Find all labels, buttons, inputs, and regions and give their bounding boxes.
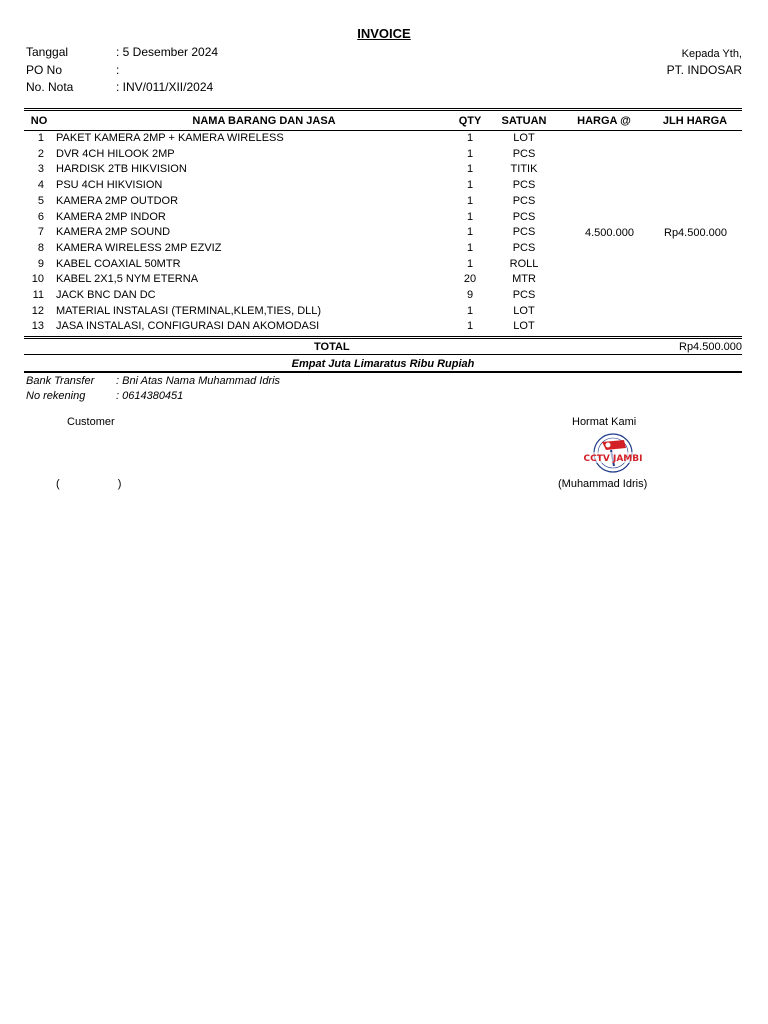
table-bottom-rule [24, 336, 742, 337]
row-satuan: ROLL [509, 257, 539, 270]
hormat-kami-label: Hormat Kami [572, 416, 637, 428]
row-no: 3 [37, 163, 44, 176]
row-no: 1 [37, 132, 44, 144]
customer-label: Customer [67, 416, 115, 428]
row-qty: 1 [466, 147, 474, 160]
row-item-name: DVR 4CH HILOOK 2MP [56, 147, 175, 160]
row-item-name: JACK BNC DAN DC [56, 289, 156, 301]
row-item-name: HARDISK 2TB HIKVISION [56, 163, 187, 176]
header-no: NO [30, 115, 48, 127]
row-satuan: PCS [512, 241, 536, 254]
table-row [24, 319, 742, 335]
signer-name: (Muhammad Idris) [558, 478, 648, 490]
invoice-title: INVOICE [357, 26, 411, 41]
rekening-value: : 0614380451 [116, 390, 184, 402]
row-qty: 1 [466, 163, 474, 176]
row-satuan: LOT [513, 304, 535, 317]
table-body [24, 131, 742, 334]
header-harga: HARGA @ [577, 115, 631, 127]
table-row [24, 131, 742, 147]
row-satuan: MTR [512, 273, 536, 286]
table-row [24, 210, 742, 226]
row-item-name: JASA INSTALASI, CONFIGURASI DAN AKOMODASI [56, 320, 320, 333]
logo-text: CCTV JAMBI [584, 454, 642, 464]
row-item-name: MATERIAL INSTALASI (TERMINAL,KLEM,TIES, DLL) [56, 304, 322, 317]
row-satuan: PCS [512, 179, 536, 192]
row-qty: 1 [466, 226, 474, 239]
bank-value: : Bni Atas Nama Muhammad Idris [116, 375, 281, 387]
header-satuan: SATUAN [501, 115, 547, 127]
row-no: 10 [31, 273, 44, 286]
header-name: NAMA BARANG DAN JASA [192, 115, 336, 127]
row-qty: 1 [466, 257, 474, 270]
table-row [24, 288, 742, 304]
row-no: 7 [37, 226, 44, 239]
row-satuan: PCS [512, 194, 536, 207]
words-rule [24, 371, 742, 373]
meta-value: : 5 Desember 2024 [116, 45, 219, 59]
row-qty: 1 [466, 210, 474, 223]
row-item-name: KABEL COAXIAL 50MTR [56, 257, 181, 270]
row-qty: 1 [466, 179, 474, 192]
row-item-name: KABEL 2X1,5 NYM ETERNA [56, 273, 199, 286]
table-row [24, 257, 742, 273]
row-item-name: PAKET KAMERA 2MP + KAMERA WIRELESS [56, 132, 284, 144]
recipient-greeting: Kepada Yth, [681, 48, 742, 60]
row-qty: 20 [463, 273, 477, 286]
amount-in-words: Empat Juta Limaratus Ribu Rupiah [291, 358, 475, 370]
meta-po-no [26, 62, 119, 78]
row-qty: 1 [466, 304, 474, 317]
bank-transfer-row [26, 374, 280, 388]
row-item-name: KAMERA 2MP SOUND [56, 226, 171, 239]
row-no: 4 [37, 179, 44, 192]
row-satuan: PCS [512, 147, 536, 160]
meta-no-nota [26, 79, 213, 95]
row-item-name: KAMERA 2MP OUTDOR [56, 194, 179, 207]
jlh-harga: Rp4.500.000 [664, 227, 727, 239]
table-row [24, 225, 742, 241]
no-rekening-row [26, 389, 183, 403]
table-row [24, 304, 742, 320]
meta-value: : [116, 63, 120, 77]
meta-value: : INV/011/XII/2024 [116, 80, 214, 94]
total-row [24, 339, 742, 355]
customer-signature-blank: ( ) [56, 478, 122, 490]
row-no: 8 [37, 241, 44, 254]
table-row [24, 162, 742, 178]
table-row [24, 272, 742, 288]
row-item-name: PSU 4CH HIKVISION [56, 179, 163, 192]
row-satuan: LOT [513, 320, 535, 333]
harga-satuan: 4.500.000 [585, 227, 634, 239]
row-satuan: PCS [512, 226, 536, 239]
row-satuan: PCS [512, 289, 536, 301]
total-label: TOTAL [314, 341, 350, 353]
table-row [24, 147, 742, 163]
row-satuan: PCS [512, 210, 536, 223]
cctv-jambi-logo [584, 432, 642, 474]
recipient-name: PT. INDOSAR [666, 63, 742, 77]
row-no: 11 [32, 289, 44, 301]
table-row [24, 194, 742, 210]
table-top-rule [24, 108, 742, 109]
table-header [24, 113, 742, 129]
row-satuan: TITIK [510, 163, 538, 176]
header-jlh-harga: JLH HARGA [662, 115, 728, 127]
row-no: 6 [37, 210, 44, 223]
total-value: Rp4.500.000 [679, 341, 742, 353]
meta-tanggal [26, 44, 218, 60]
row-no: 12 [31, 304, 44, 317]
row-qty: 1 [466, 241, 474, 254]
meta-label: PO No [26, 63, 63, 77]
row-satuan: LOT [513, 132, 535, 144]
table-row [24, 241, 742, 257]
row-no: 13 [31, 320, 44, 333]
row-qty: 1 [466, 320, 474, 333]
row-no: 9 [37, 257, 44, 270]
total-rule [24, 354, 742, 355]
table-row [24, 178, 742, 194]
rekening-label: No rekening [26, 390, 86, 402]
row-no: 5 [37, 194, 44, 207]
row-qty: 9 [466, 289, 474, 301]
table-top-rule-double [24, 110, 742, 111]
meta-label: Tanggal [26, 45, 69, 59]
meta-label: No. Nota [26, 80, 74, 94]
row-qty: 1 [466, 194, 474, 207]
row-item-name: KAMERA 2MP INDOR [56, 210, 166, 223]
row-qty: 1 [466, 132, 474, 144]
row-item-name: KAMERA WIRELESS 2MP EZVIZ [56, 241, 222, 254]
header-qty: QTY [458, 115, 482, 127]
row-no: 2 [37, 147, 44, 160]
bank-label: Bank Transfer [26, 375, 95, 387]
